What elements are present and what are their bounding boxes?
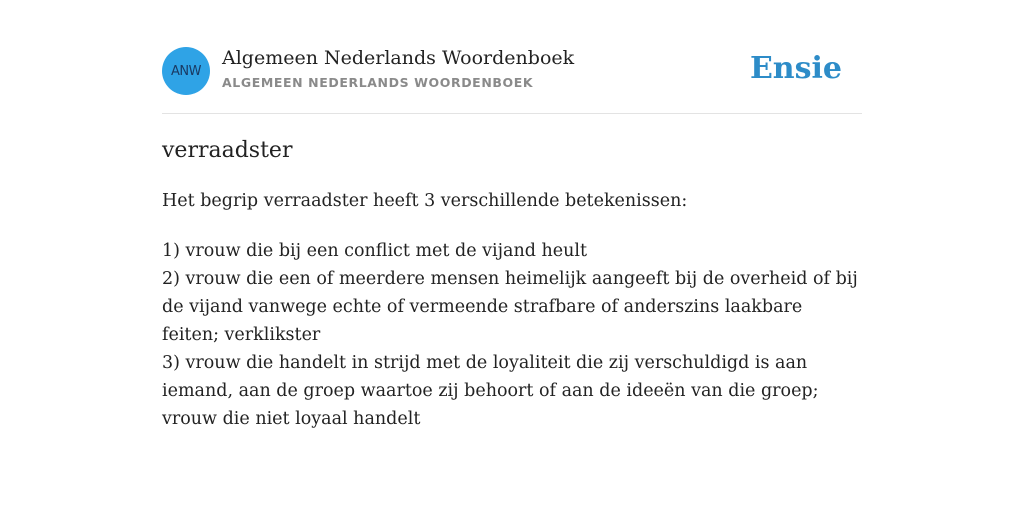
- source-subtitle: ALGEMEEN NEDERLANDS WOORDENBOEK: [222, 75, 534, 90]
- header-divider: [162, 113, 862, 114]
- source-header: [162, 47, 862, 97]
- definition-3: 3) vrouw die handelt in strijd met de loyaliteit die zij verschuldigd is aan iemand, aan de groep waartoe zij behoort of aan de ideeën van die groep; vrouw die niet loyaal handelt: [162, 353, 819, 429]
- anw-logo[interactable]: [162, 47, 210, 95]
- definition-card: [162, 0, 862, 512]
- logo-text: ANW: [171, 63, 201, 79]
- definition-1: 1) vrouw die bij een conflict met de vijand heult: [162, 241, 588, 261]
- entry-word: verraadster: [162, 138, 293, 163]
- entry-intro: Het begrip verraadster heeft 3 verschillende betekenissen:: [162, 191, 688, 211]
- definition-2: 2) vrouw die een of meerdere mensen heimelijk aangeeft bij de overheid of bij de vijand vanwege echte of vermeende strafbare of anderszins laakbare feiten; verklikster: [162, 269, 858, 345]
- definition-list: [162, 237, 862, 433]
- ensie-brand-logo[interactable]: Ensie: [749, 51, 842, 86]
- source-title[interactable]: Algemeen Nederlands Woordenboek: [222, 47, 575, 69]
